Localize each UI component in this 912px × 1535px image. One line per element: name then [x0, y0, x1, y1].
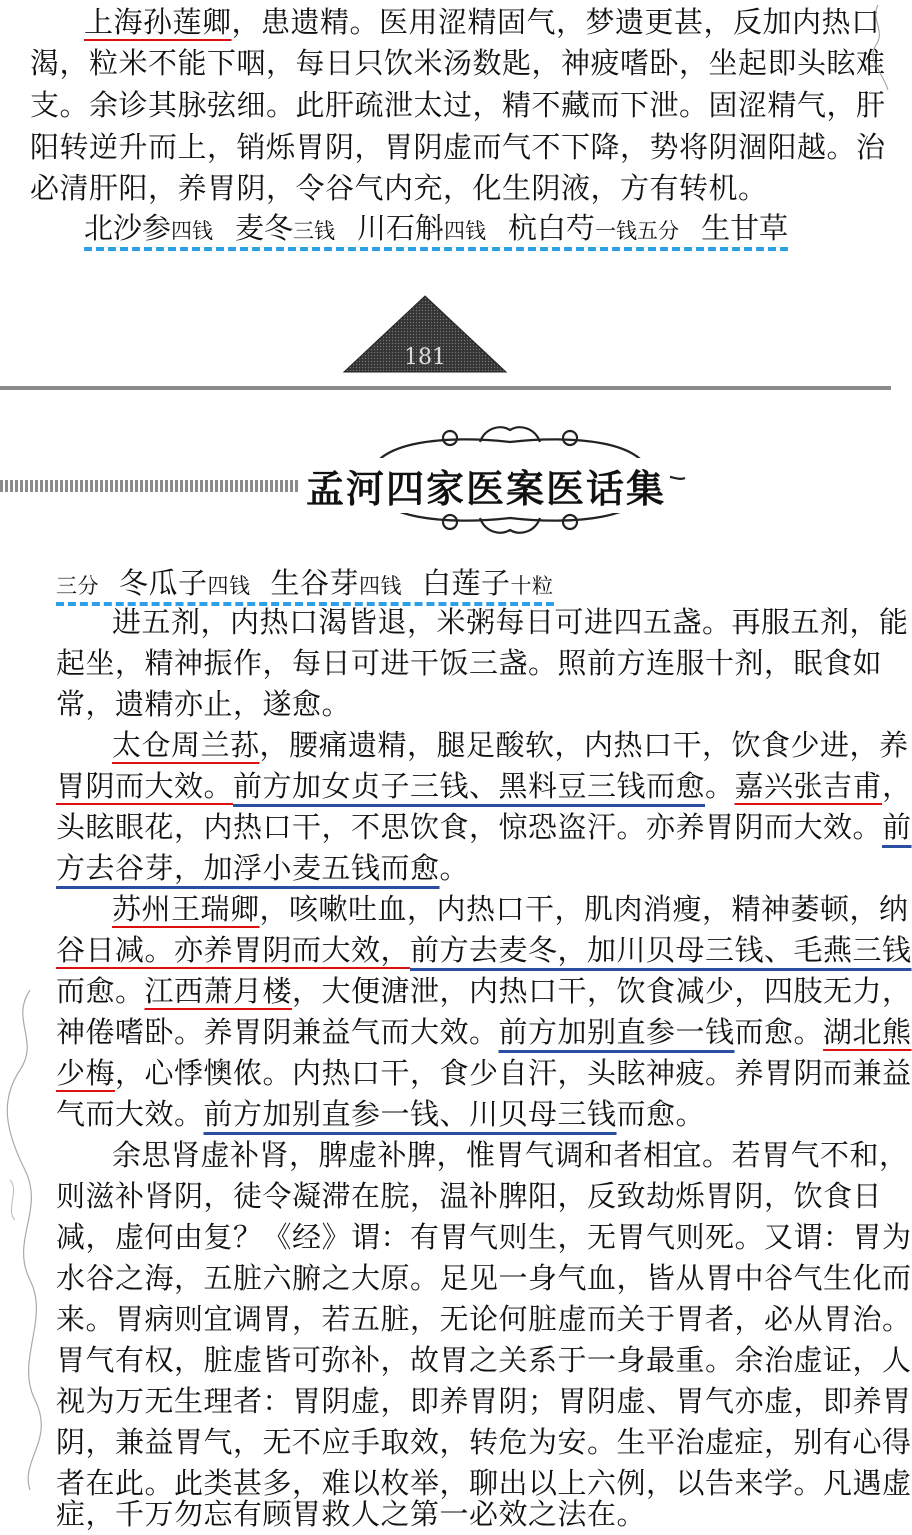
text-span: 而愈。: [734, 1015, 824, 1049]
text-line: 视为万无生理者：胃阴虚，即养胃阴；胃阴虚、胃气亦虚，即养胃: [56, 1384, 912, 1418]
text-span: 神倦嗜卧。养胃阴兼益气而大效。: [56, 1015, 499, 1049]
herb: 生谷芽: [270, 566, 360, 600]
text-line: [56, 807, 912, 847]
herb: 白莲子: [422, 566, 511, 600]
text-line: [56, 1053, 912, 1093]
text-span: 而愈。: [56, 974, 145, 1008]
herb: 北沙参: [84, 211, 172, 245]
text-span: ，: [882, 769, 912, 803]
dose: 四钱: [171, 219, 214, 243]
text-line: 起坐，精神振作，每日可进干饭三盏。照前方连服十剂，眠食如: [56, 646, 883, 680]
text-line: [56, 1094, 705, 1134]
text-span: ，大便溏泄，内热口干，饮食减少，四肢无力，: [292, 974, 912, 1008]
text-line: 渴，粒米不能下咽，每日只饮米汤数匙，神疲嗜卧，坐起即头眩难: [30, 46, 886, 80]
text-line: [56, 971, 912, 1011]
patient-name: 湖北熊: [823, 1015, 912, 1049]
text-line: 来。胃病则宜调胃，若五脏，无论何脏虚而关于胃者，必从胃治。: [56, 1302, 912, 1336]
prescription-change: 前方加别直参一钱、川贝母三钱: [203, 1097, 617, 1131]
patient-name: 少梅: [56, 1056, 116, 1090]
text-span: 头眩眼花，内热口干，不思饮食，惊恐盗汗。亦养胃阴而大效。: [56, 810, 883, 844]
dose: 四钱: [207, 574, 251, 598]
text-span: ，心悸懊侬。内热口干，食少自汗，头眩神疲。养胃阴而兼益: [115, 1056, 912, 1090]
prescription-change: 前方加女贞子三钱、黑料豆三钱而愈: [233, 769, 706, 803]
text-span: ，患遗精。医用涩精固气，梦遗更甚，反加内热口: [231, 5, 881, 39]
text-line: 则滋补肾阴，徒令凝滞在脘，温补脾阳，反致劫烁胃阴，饮食日: [56, 1179, 883, 1213]
book-title: 孟河四家医案医话集: [302, 458, 670, 513]
herb: 杭白芍: [508, 211, 596, 245]
text-line: 必清肝阳，养胃阴，令谷气内充，化生阴液，方有转机。: [30, 171, 768, 205]
top-page: [0, 0, 891, 385]
dose: 十粒: [510, 574, 554, 598]
text-line: 进五剂，内热口渴皆退，米粥每日可进四五盏。再服五剂，能: [112, 605, 909, 639]
text-span: 。: [439, 851, 470, 885]
text-line: 支。余诊其脉弦细。此肝疏泄太过，精不藏而下泄。固涩精气，肝: [30, 88, 886, 122]
header-ornament-strip: [0, 480, 300, 492]
text-line: [112, 725, 909, 765]
text-line: [112, 889, 909, 929]
text-line: 减，虚何由复？《经》谓：有胃气则生，无胃气则死。又谓：胃为: [56, 1220, 912, 1254]
dose: 一钱五分: [595, 219, 680, 243]
text-span: 胃阴而大效。: [56, 769, 234, 803]
herb: 川石斛: [357, 211, 445, 245]
text-line: [84, 2, 881, 42]
patient-name: 太仓周兰荪: [112, 728, 260, 762]
text-line: 余思肾虚补肾，脾虚补脾，惟胃气调和者相宜。若胃气不和，: [112, 1138, 909, 1172]
text-line: 阴，兼益胃气，无不应手取效，转危为安。生平治虚症，别有心得: [56, 1425, 912, 1459]
text-line: [56, 766, 912, 806]
page-divider: [0, 386, 891, 390]
text-span: ，腰痛遗精，腿足酸软，内热口干，饮食少进，养: [259, 728, 909, 762]
text-line: [56, 1012, 912, 1052]
dose: 四钱: [359, 574, 403, 598]
prescription-change: 前方去麦冬，加川贝母三钱、毛燕三钱: [410, 933, 912, 967]
text-span: 。: [705, 769, 735, 803]
text-line: 胃气有权，脏虚皆可弥补，故胃之关系于一身最重。余治虚证，人: [56, 1343, 912, 1377]
text-line: 者在此。此类甚多，难以枚举，聊出以上六例，以告来学。凡遇虚: [56, 1466, 912, 1500]
text-line: [56, 848, 469, 888]
text-span: 谷日减。亦养胃阴而大效，: [56, 933, 411, 967]
margin-scribble: [858, 0, 891, 120]
patient-name: 上海孙莲卿: [84, 5, 232, 39]
prescription-change: 前: [882, 810, 912, 844]
patient-name: 江西萧月楼: [144, 974, 293, 1008]
patient-name: 苏州王瑞卿: [112, 892, 260, 926]
text-span: ，咳嗽吐血，内热口干，肌肉消瘦，精神萎顿，纳: [259, 892, 909, 926]
prescription-change: 方去谷芽，加浮小麦五钱而愈: [56, 851, 440, 885]
herb: 冬瓜子: [119, 566, 208, 600]
text-line: 水谷之海，五脏六腑之大原。足见一身气血，皆从胃中谷气生化而: [56, 1261, 912, 1295]
prescription-highlight: [56, 566, 554, 606]
prescription-line: [84, 208, 788, 251]
page-number: 181: [404, 345, 446, 370]
page-header: [0, 420, 891, 540]
herb: 生甘草: [701, 211, 789, 245]
text-span: 而愈。: [616, 1097, 706, 1131]
dose: 三分: [56, 574, 99, 598]
margin-scribble: [0, 980, 50, 1500]
dose: 四钱: [444, 219, 487, 243]
text-line: 常，遗精亦止，遂愈。: [56, 687, 352, 721]
text-line: [56, 930, 912, 970]
dose: 三钱: [293, 219, 336, 243]
prescription-highlight: [84, 211, 788, 251]
text-line: 症，千万勿忘有顾胃救人之第一必效之法在。: [56, 1497, 647, 1531]
text-line: 阳转逆升而上，销烁胃阴，胃阴虚而气不下降，势将阴涸阳越。治: [30, 130, 886, 164]
prescription-change: 前方加别直参一钱: [498, 1015, 735, 1049]
text-span: 气而大效。: [56, 1097, 204, 1131]
herb: 麦冬: [235, 211, 294, 245]
page-number-triangle: [340, 294, 510, 374]
prescription-line: [56, 563, 554, 606]
patient-name: 嘉兴张吉甫: [734, 769, 883, 803]
